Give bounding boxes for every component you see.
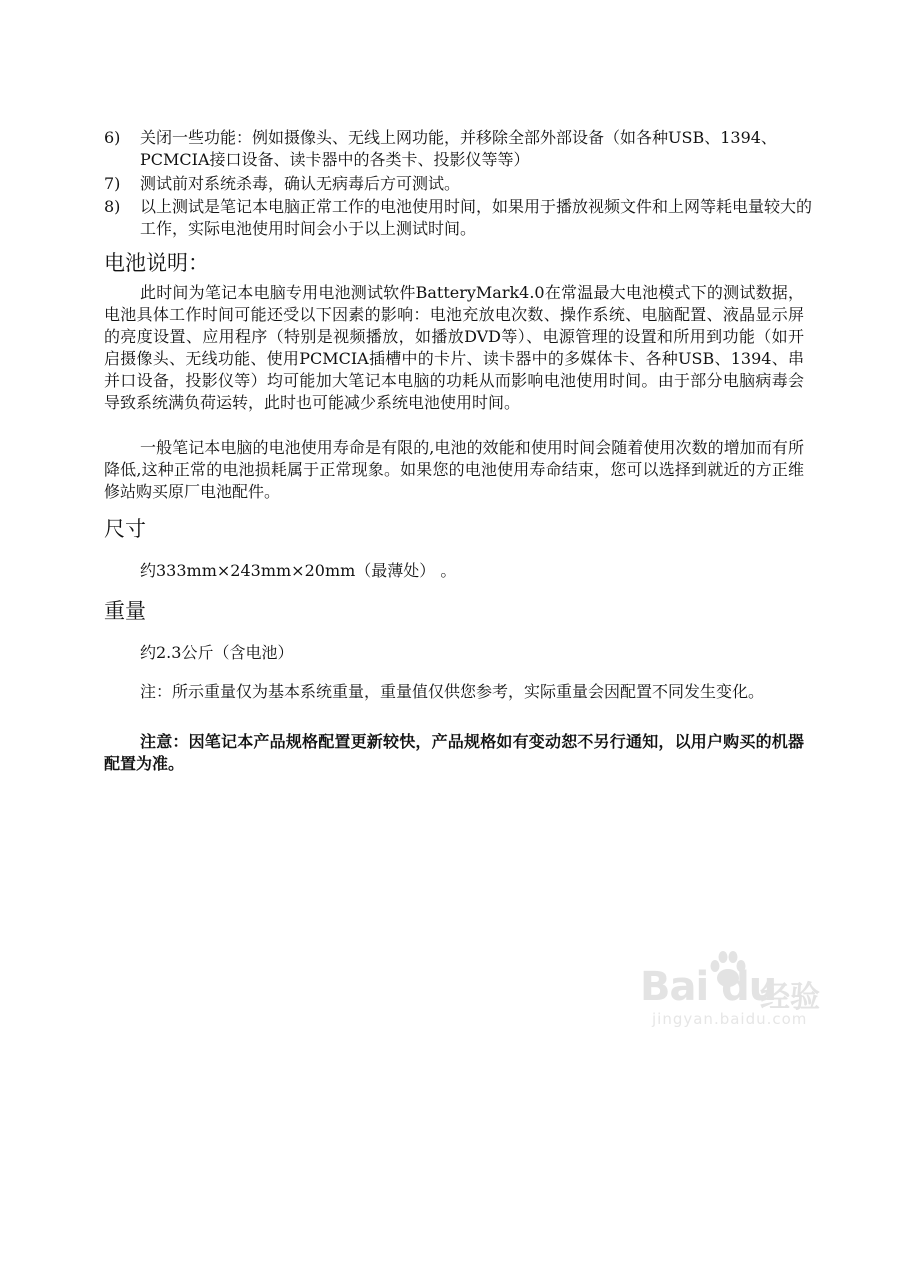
list-number: 8) (104, 197, 121, 216)
list-number: 6) (104, 128, 121, 147)
list-text: 测试前对系统杀毒，确认无病毒后方可测试。 (140, 174, 461, 193)
battery-paragraph-2: 一般笔记本电脑的电池使用寿命是有限的,电池的效能和使用时间会随着使用次数的增加而有所降低,这种正常的电池损耗属于正常现象。如果您的电池使用寿命结束，您可以选择到就近的方正维修站购买原厂电池配件。 (104, 438, 804, 501)
weight-note: 注：所示重量仅为基本系统重量，重量值仅供您参考，实际重量会因配置不同发生变化。 (140, 682, 765, 701)
watermark-jingyan: 经验 (760, 980, 820, 1015)
list-text: 关闭一些功能：例如摄像头、无线上网功能，并移除全部外部设备（如各种USB、1394、PCMCIA接口设备、读卡器中的各类卡、投影仪等等） (140, 128, 777, 169)
baidu-jingyan-watermark (640, 948, 850, 1038)
list-text: 以上测试是笔记本电脑正常工作的电池使用时间，如果用于播放视频文件和上网等耗电量较大的工作，实际电池使用时间会小于以上测试时间。 (140, 197, 813, 238)
size-value: 约333mm×243mm×20mm（最薄处） 。 (140, 561, 457, 580)
watermark-url: jingyan.baidu.com (652, 1010, 808, 1028)
watermark-brand: Bai du (640, 964, 777, 1010)
weight-value: 约2.3公斤（含电池） (140, 643, 294, 662)
battery-heading: 电池说明： (104, 251, 209, 275)
spec-notice: 注意：因笔记本产品规格配置更新较快，产品规格如有变动恕不另行通知，以用户购买的机器配置为准。 (104, 732, 804, 773)
battery-paragraph-1: 此时间为笔记本电脑专用电池测试软件BatteryMark4.0在常温最大电池模式下的测试数据，电池具体工作时间可能还受以下因素的影响：电池充放电次数、操作系统、电脑配置、液晶显示屏的亮度设置、应用程序（特别是视频播放，如播放DVD等）、电源管理的设置和所用到功能（如开启摄像头、无线功能、使用PCMCIA插槽中的卡片、读卡器中的多媒体卡、各种USB、1394、串并口设备，投影仪等）均可能加大笔记本电脑的功耗从而影响电池使用时间。由于部分电脑病毒会导致系统满负荷运转，此时也可能减少系统电池使用时间。 (104, 283, 804, 412)
list-number: 7) (104, 174, 121, 193)
weight-heading: 重量 (104, 599, 146, 623)
size-heading: 尺寸 (104, 517, 146, 541)
